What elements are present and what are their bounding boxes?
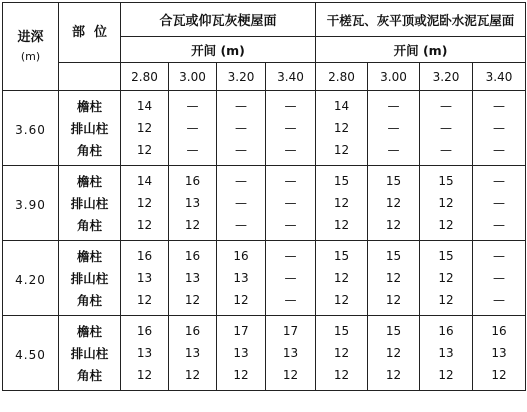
value-cell-a-1: 16 bbox=[169, 241, 217, 268]
bay-b-label: 开间 (m) bbox=[393, 42, 448, 58]
part-cell: 檐柱 bbox=[59, 316, 121, 343]
value-cell-b-1: 12 bbox=[368, 214, 420, 241]
value-cell-a-3: — bbox=[266, 91, 316, 118]
part-cell: 角柱 bbox=[59, 364, 121, 391]
table-row bbox=[3, 316, 526, 343]
value-cell-b-0: 12 bbox=[316, 117, 368, 139]
value-cell-a-2: — bbox=[217, 117, 266, 139]
table-row bbox=[3, 117, 526, 139]
value-cell-b-1: 12 bbox=[368, 364, 420, 391]
bay-a-col-3: 3.40 bbox=[266, 63, 316, 91]
value-cell-b-1: 15 bbox=[368, 166, 420, 193]
value-cell-b-0: 12 bbox=[316, 267, 368, 289]
depth-cell: 3.90 bbox=[3, 166, 59, 241]
value-cell-a-3: 17 bbox=[266, 316, 316, 343]
value-cell-a-2: — bbox=[217, 214, 266, 241]
part-cell: 角柱 bbox=[59, 214, 121, 241]
value-cell-b-1: 15 bbox=[368, 241, 420, 268]
depth-header-label: 进深 bbox=[17, 29, 44, 45]
value-cell-a-1: 13 bbox=[169, 342, 217, 364]
bay-b-col-1: 3.00 bbox=[368, 63, 420, 91]
value-cell-a-0: 16 bbox=[121, 241, 169, 268]
bay-a-header bbox=[121, 37, 316, 63]
part-cell: 排山柱 bbox=[59, 342, 121, 364]
value-cell-a-0: 16 bbox=[121, 316, 169, 343]
value-cell-b-3: — bbox=[473, 117, 526, 139]
value-cell-a-1: — bbox=[169, 91, 217, 118]
value-cell-a-2: 13 bbox=[217, 342, 266, 364]
value-cell-b-3: — bbox=[473, 166, 526, 193]
value-cell-a-2: — bbox=[217, 192, 266, 214]
value-cell-a-1: 12 bbox=[169, 289, 217, 316]
part-cell: 檐柱 bbox=[59, 91, 121, 118]
value-cell-a-2: — bbox=[217, 139, 266, 166]
table-row bbox=[3, 166, 526, 193]
table-row bbox=[3, 267, 526, 289]
value-cell-b-0: 12 bbox=[316, 192, 368, 214]
value-cell-a-1: 12 bbox=[169, 214, 217, 241]
value-cell-a-1: 12 bbox=[169, 364, 217, 391]
value-cell-b-1: — bbox=[368, 117, 420, 139]
part-cell: 檐柱 bbox=[59, 241, 121, 268]
part-cell: 排山柱 bbox=[59, 267, 121, 289]
value-cell-a-2: — bbox=[217, 91, 266, 118]
value-cell-a-3: — bbox=[266, 214, 316, 241]
part-cell: 排山柱 bbox=[59, 117, 121, 139]
value-cell-a-1: 16 bbox=[169, 166, 217, 193]
table-row bbox=[3, 241, 526, 268]
value-cell-a-3: — bbox=[266, 139, 316, 166]
value-cell-b-0: 12 bbox=[316, 289, 368, 316]
value-cell-b-3: — bbox=[473, 289, 526, 316]
value-cell-a-3: — bbox=[266, 267, 316, 289]
table-row bbox=[3, 364, 526, 391]
part-header-blank bbox=[59, 63, 121, 91]
value-cell-a-2: 13 bbox=[217, 267, 266, 289]
value-cell-a-1: — bbox=[169, 139, 217, 166]
table-row bbox=[3, 214, 526, 241]
value-cell-b-2: 16 bbox=[420, 316, 473, 343]
value-cell-b-2: 13 bbox=[420, 342, 473, 364]
value-cell-b-2: — bbox=[420, 91, 473, 118]
value-cell-a-3: 12 bbox=[266, 364, 316, 391]
value-cell-a-2: — bbox=[217, 166, 266, 193]
value-cell-a-0: 12 bbox=[121, 192, 169, 214]
value-cell-b-2: — bbox=[420, 139, 473, 166]
bay-a-label: 开间 (m) bbox=[191, 42, 245, 58]
part-cell: 角柱 bbox=[59, 139, 121, 166]
value-cell-b-3: 13 bbox=[473, 342, 526, 364]
value-cell-b-3: — bbox=[473, 214, 526, 241]
value-cell-b-3: — bbox=[473, 241, 526, 268]
table-row bbox=[3, 91, 526, 118]
value-cell-a-1: — bbox=[169, 117, 217, 139]
table-row bbox=[3, 342, 526, 364]
part-header: 部 位 bbox=[59, 3, 121, 63]
value-cell-b-3: — bbox=[473, 91, 526, 118]
value-cell-a-1: 13 bbox=[169, 267, 217, 289]
group-b-header: 干槎瓦、灰平顶或泥卧水泥瓦屋面 bbox=[316, 3, 526, 37]
bay-a-col-0: 2.80 bbox=[121, 63, 169, 91]
table-body bbox=[3, 91, 526, 391]
bay-a-col-1: 3.00 bbox=[169, 63, 217, 91]
value-cell-b-0: 15 bbox=[316, 316, 368, 343]
value-cell-b-1: 12 bbox=[368, 192, 420, 214]
value-cell-a-3: — bbox=[266, 241, 316, 268]
value-cell-a-2: 16 bbox=[217, 241, 266, 268]
value-cell-b-3: — bbox=[473, 267, 526, 289]
value-cell-a-3: — bbox=[266, 117, 316, 139]
value-cell-b-0: 12 bbox=[316, 342, 368, 364]
value-cell-b-3: — bbox=[473, 139, 526, 166]
value-cell-b-1: 12 bbox=[368, 289, 420, 316]
bay-b-col-2: 3.20 bbox=[420, 63, 473, 91]
depth-header-unit: (m) bbox=[20, 49, 41, 63]
value-cell-a-3: — bbox=[266, 192, 316, 214]
value-cell-b-2: 12 bbox=[420, 214, 473, 241]
value-cell-b-1: 12 bbox=[368, 342, 420, 364]
value-cell-b-1: — bbox=[368, 91, 420, 118]
table-row bbox=[3, 192, 526, 214]
value-cell-a-0: 13 bbox=[121, 342, 169, 364]
value-cell-b-2: 15 bbox=[420, 166, 473, 193]
value-cell-b-2: 15 bbox=[420, 241, 473, 268]
value-cell-a-1: 13 bbox=[169, 192, 217, 214]
value-cell-b-3: — bbox=[473, 192, 526, 214]
value-cell-b-1: 12 bbox=[368, 267, 420, 289]
value-cell-b-3: 16 bbox=[473, 316, 526, 343]
depth-cell: 3.60 bbox=[3, 91, 59, 166]
value-cell-b-3: 12 bbox=[473, 364, 526, 391]
value-cell-a-1: 16 bbox=[169, 316, 217, 343]
value-cell-b-0: 12 bbox=[316, 139, 368, 166]
bay-a-col-2: 3.20 bbox=[217, 63, 266, 91]
value-cell-a-0: 12 bbox=[121, 364, 169, 391]
part-cell: 角柱 bbox=[59, 289, 121, 316]
column-size-table bbox=[2, 2, 526, 391]
table-row bbox=[3, 139, 526, 166]
part-cell: 排山柱 bbox=[59, 192, 121, 214]
value-cell-a-0: 12 bbox=[121, 214, 169, 241]
depth-header bbox=[3, 3, 59, 91]
value-cell-a-0: 12 bbox=[121, 117, 169, 139]
value-cell-a-2: 17 bbox=[217, 316, 266, 343]
value-cell-a-0: 14 bbox=[121, 166, 169, 193]
value-cell-a-0: 14 bbox=[121, 91, 169, 118]
value-cell-a-3: 13 bbox=[266, 342, 316, 364]
value-cell-b-2: 12 bbox=[420, 267, 473, 289]
table-row bbox=[3, 289, 526, 316]
column-size-table-container bbox=[2, 2, 525, 410]
value-cell-a-0: 12 bbox=[121, 139, 169, 166]
value-cell-b-1: — bbox=[368, 139, 420, 166]
value-cell-a-0: 12 bbox=[121, 289, 169, 316]
depth-cell: 4.50 bbox=[3, 316, 59, 391]
value-cell-a-3: — bbox=[266, 289, 316, 316]
value-cell-a-3: — bbox=[266, 166, 316, 193]
value-cell-a-0: 13 bbox=[121, 267, 169, 289]
value-cell-b-2: 12 bbox=[420, 364, 473, 391]
bay-b-header bbox=[316, 37, 526, 63]
value-cell-a-2: 12 bbox=[217, 364, 266, 391]
bay-b-col-0: 2.80 bbox=[316, 63, 368, 91]
value-cell-b-2: 12 bbox=[420, 289, 473, 316]
value-cell-b-2: 12 bbox=[420, 192, 473, 214]
value-cell-b-0: 15 bbox=[316, 241, 368, 268]
value-cell-b-0: 14 bbox=[316, 91, 368, 118]
depth-cell: 4.20 bbox=[3, 241, 59, 316]
bay-b-col-3: 3.40 bbox=[473, 63, 526, 91]
value-cell-b-1: 15 bbox=[368, 316, 420, 343]
value-cell-b-0: 15 bbox=[316, 166, 368, 193]
part-cell: 檐柱 bbox=[59, 166, 121, 193]
value-cell-b-0: 12 bbox=[316, 364, 368, 391]
value-cell-a-2: 12 bbox=[217, 289, 266, 316]
value-cell-b-2: — bbox=[420, 117, 473, 139]
value-cell-b-0: 12 bbox=[316, 214, 368, 241]
group-a-header: 合瓦或仰瓦灰梗屋面 bbox=[121, 3, 316, 37]
